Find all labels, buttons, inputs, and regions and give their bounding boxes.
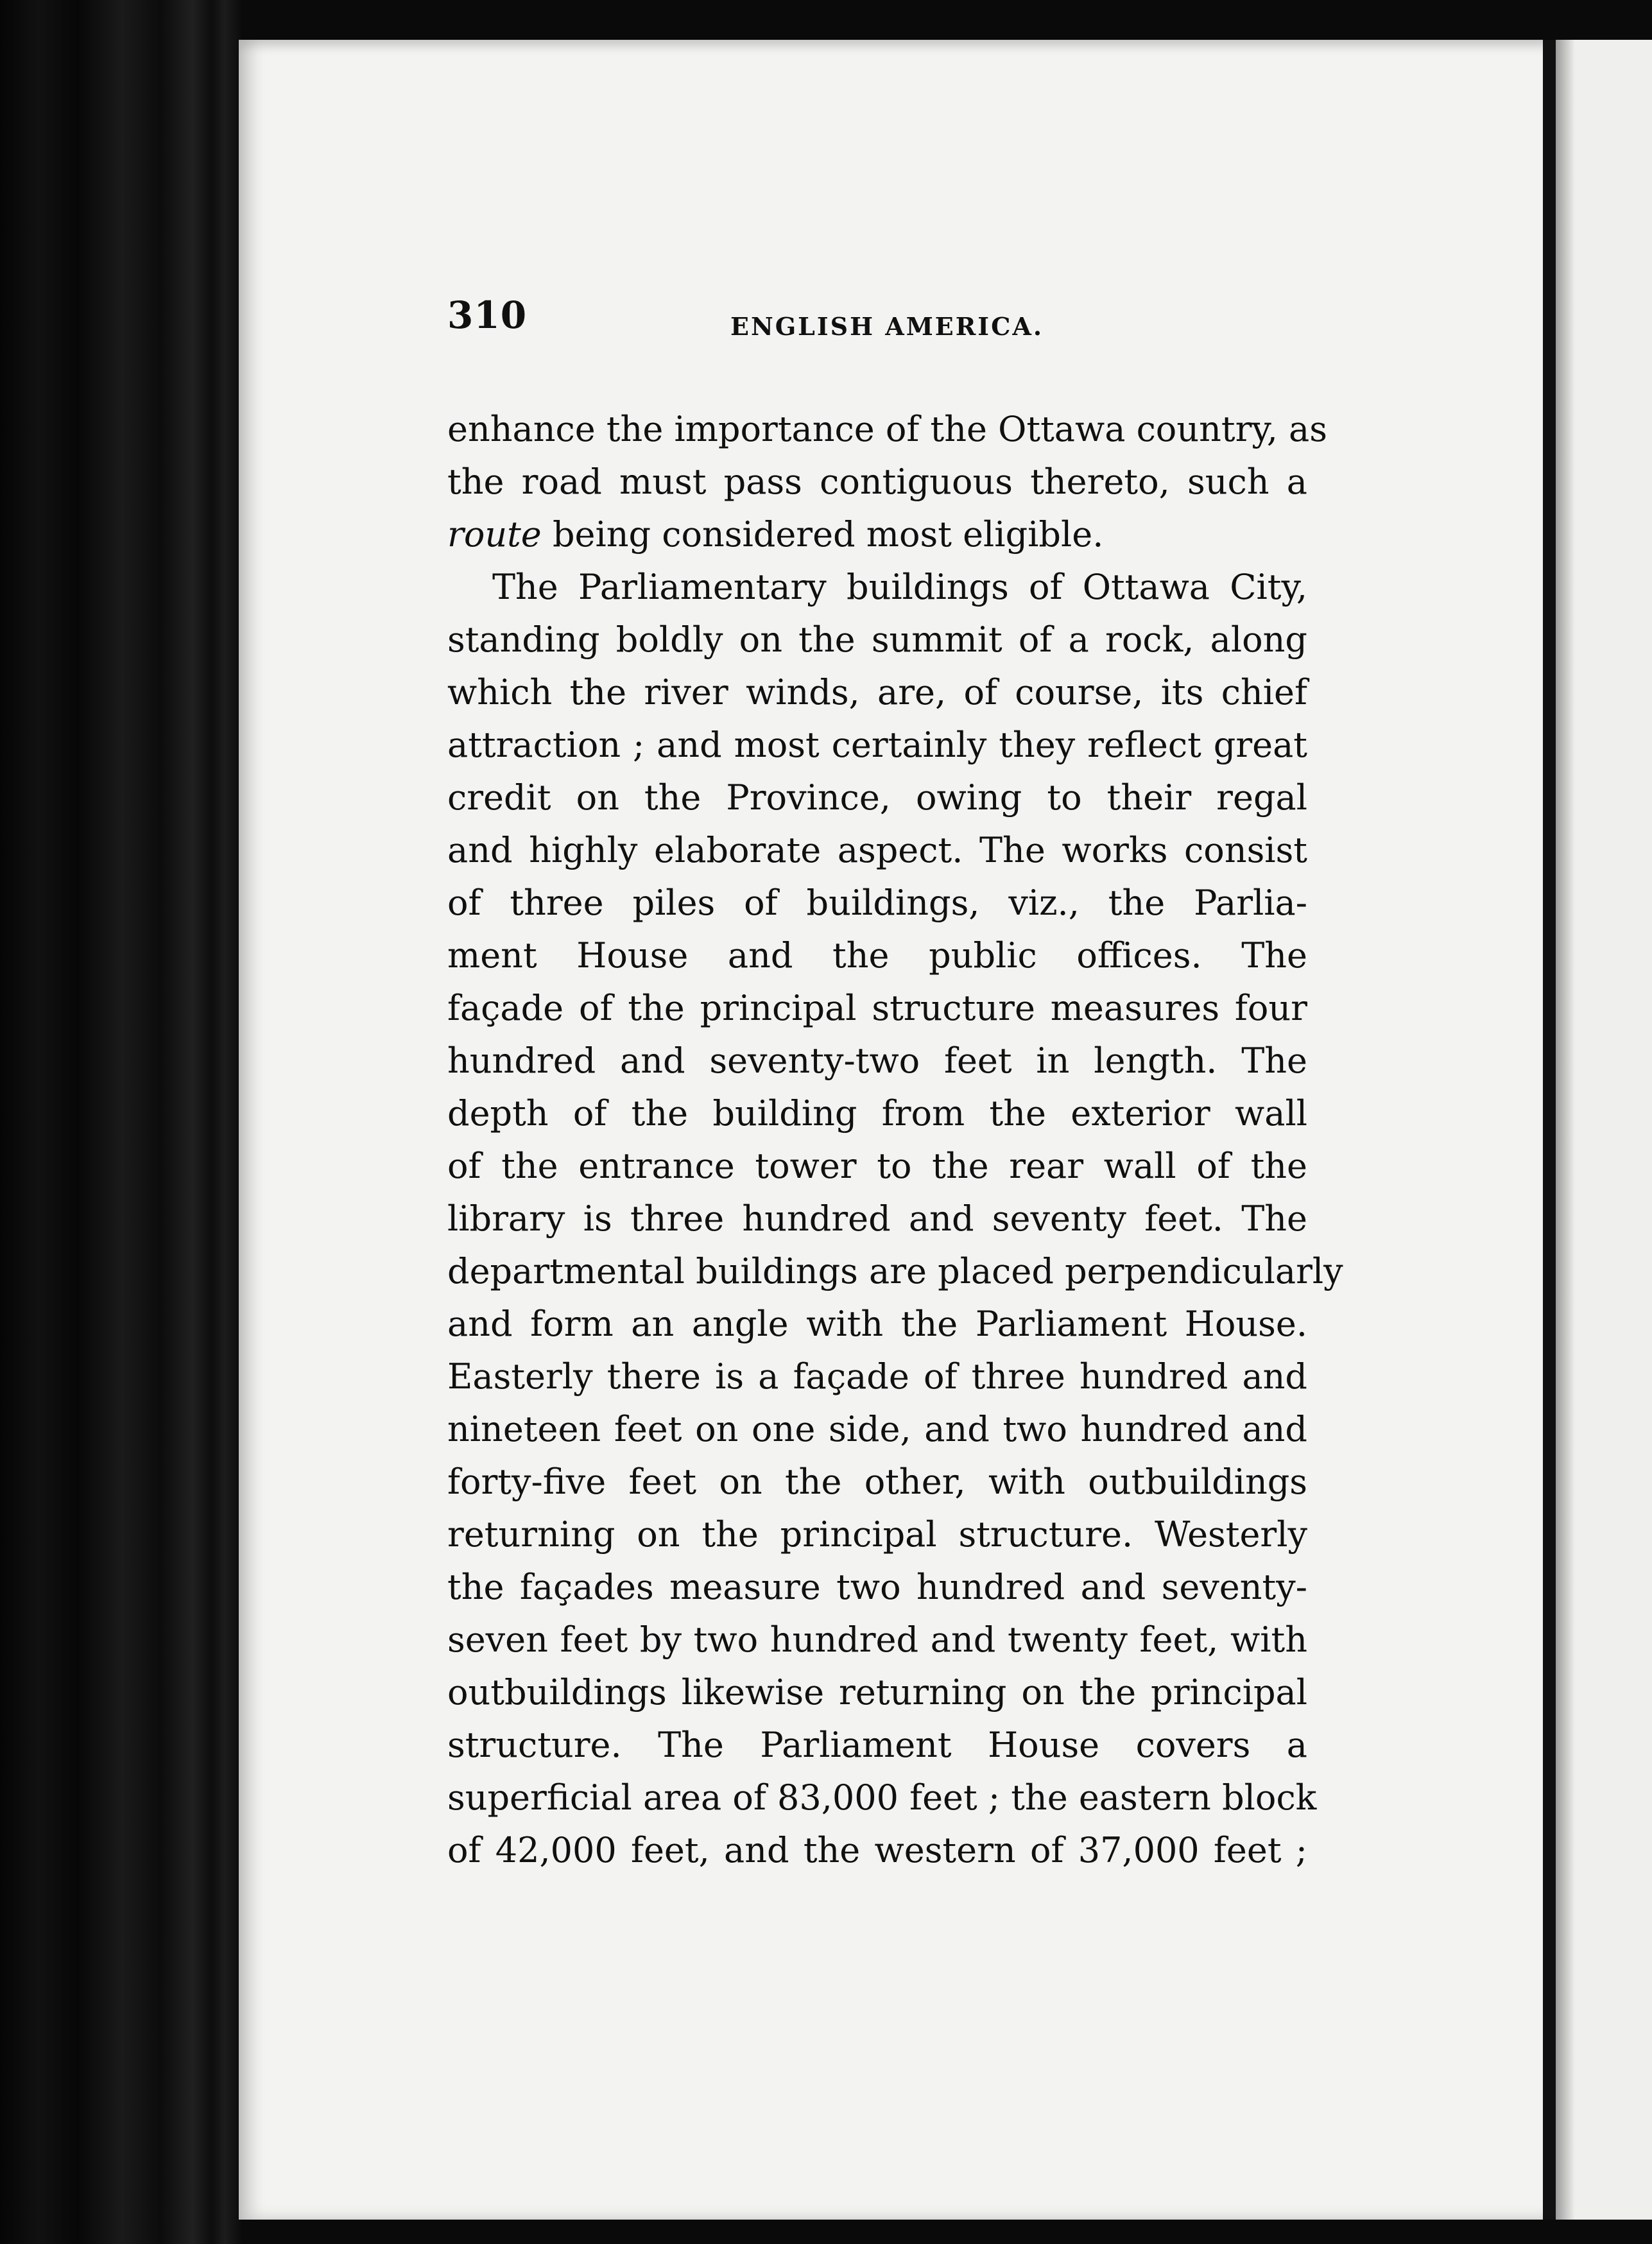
text-line: the road must pass contiguous thereto, such a — [447, 462, 1307, 502]
text-line: forty-five feet on the other, with outbuildings — [447, 1462, 1307, 1502]
text-line: credit on the Province, owing to their regal — [447, 777, 1307, 818]
text-line: of three piles of buildings, viz., the Parlia- — [447, 883, 1307, 923]
text-line: of the entrance tower to the rear wall of the — [447, 1146, 1307, 1186]
text-line: depth of the building from the exterior wall — [447, 1093, 1307, 1134]
text-line: the façades measure two hundred and seventy- — [447, 1567, 1307, 1607]
text-line: outbuildings likewise returning on the principal — [447, 1672, 1307, 1713]
text-line: standing boldly on the summit of a rock, along — [447, 619, 1307, 660]
text-line: of 42,000 feet, and the western of 37,000 feet ; — [447, 1830, 1307, 1870]
text-line: and form an angle with the Parliament House. — [447, 1304, 1307, 1344]
text-line: attraction ; and most certainly they reflect great — [447, 725, 1307, 765]
text-line: library is three hundred and seventy feet. The — [447, 1198, 1307, 1239]
text-line: ment House and the public offices. The — [447, 935, 1307, 976]
text-line: Easterly there is a façade of three hundred and — [447, 1356, 1307, 1397]
text-line — [447, 508, 1307, 561]
text-line: which the river winds, are, of course, its chief — [447, 672, 1307, 712]
text-line: hundred and seventy-two feet in length. The — [447, 1040, 1307, 1081]
text-line: structure. The Parliament House covers a — [447, 1725, 1307, 1765]
page-edge-shadow — [1543, 40, 1556, 2220]
running-head: ENGLISH AMERICA. — [730, 312, 1044, 341]
text-line: nineteen feet on one side, and two hundred and — [447, 1409, 1307, 1449]
text-line: departmental buildings are placed perpendicularly — [447, 1251, 1343, 1291]
text-line: enhance the importance of the Ottawa country, as — [447, 409, 1327, 449]
text-line: seven feet by two hundred and twenty feet, with — [447, 1619, 1307, 1660]
italic-word: route — [447, 514, 542, 555]
text-line-rest: being considered most eligible. — [552, 514, 1104, 555]
body-text — [447, 403, 1343, 1877]
text-line: and highly elaborate aspect. The works consist — [447, 830, 1307, 870]
text-line: returning on the principal structure. Westerly — [447, 1514, 1307, 1555]
text-line: superficial area of 83,000 feet ; the eastern block — [447, 1777, 1317, 1818]
next-page-gutter-shadow — [1556, 40, 1575, 2220]
text-line: façade of the principal structure measures four — [447, 988, 1307, 1028]
page-number: 310 — [447, 293, 528, 337]
book-binding-shadow — [0, 0, 244, 2244]
text-line: The Parliamentary buildings of Ottawa City, — [492, 567, 1307, 607]
